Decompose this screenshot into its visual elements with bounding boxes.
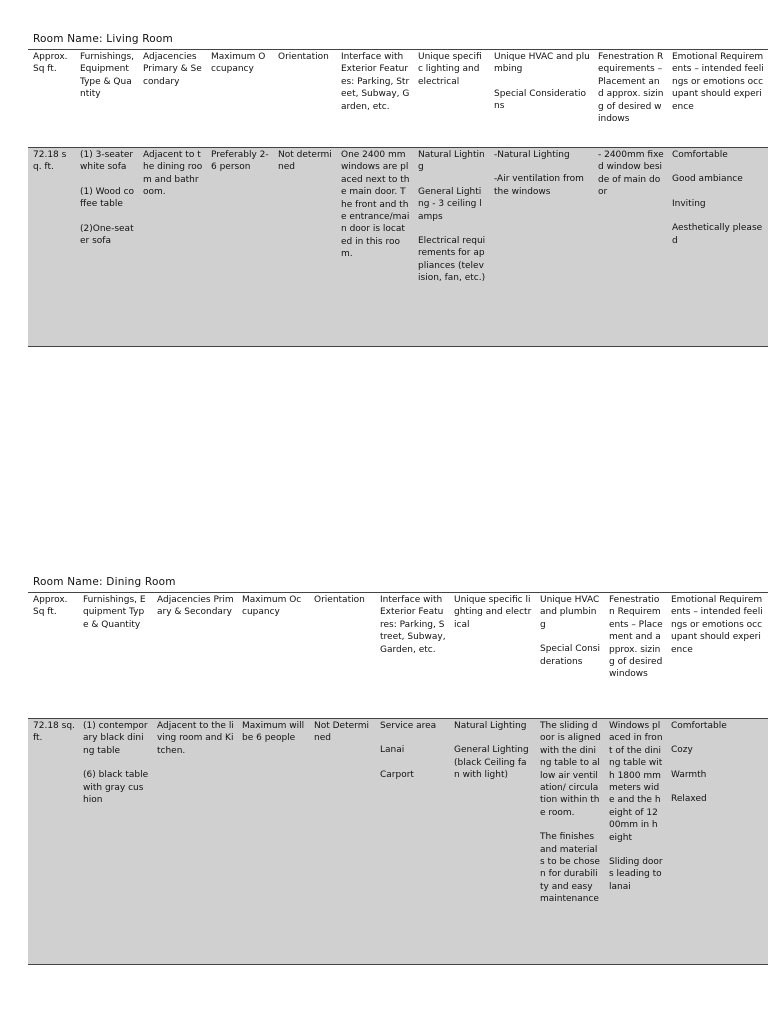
cell-paragraph: Natural Lighting (454, 721, 527, 731)
cell-paragraph: (2)One-seater sofa (80, 223, 134, 247)
paragraph-gap (454, 732, 532, 744)
cell-paragraph: Approx. Sq ft. (33, 52, 68, 75)
table-cell (535, 719, 604, 965)
cell-paragraph: Interface with Exterior Features: Parking, Street, Subway, Garden, etc. (380, 595, 446, 655)
cell-paragraph: Electrical requirements for appliances (television, fan, etc.) (418, 236, 486, 284)
header-row (28, 50, 768, 148)
cell-paragraph: Lanai (380, 745, 405, 756)
cell-paragraph: 72.18 sq. ft. (33, 721, 75, 744)
cell-paragraph: Good ambiance (672, 174, 743, 185)
table-cell (593, 148, 667, 347)
cell-paragraph: (1) Wood coffee table (80, 186, 135, 210)
cell-paragraph: Fenestration Requirements – Placement and approx. sizing of desired windows (609, 595, 663, 680)
table-cell (309, 719, 375, 965)
table-cell (489, 148, 593, 347)
cell-paragraph: Unique specific lighting and electrical (418, 52, 482, 87)
cell-paragraph: The finishes and materials to be chosen for durability and easy maintenance (540, 832, 600, 905)
paragraph-gap (494, 161, 590, 173)
table-cell (237, 719, 309, 965)
header-cell (206, 50, 273, 148)
paragraph-gap (80, 211, 135, 223)
cell-paragraph: -Natural Lighting (494, 150, 570, 160)
cell-paragraph: Comfortable (671, 721, 727, 731)
room-title: Room Name: Dining Room (33, 576, 176, 588)
cell-paragraph: Emotional Requirements – intended feelings or emotions occupant should experience (672, 52, 764, 112)
header-cell (535, 593, 604, 719)
cell-paragraph: Special Considerations (494, 88, 586, 112)
cell-paragraph: (1) 3-seater white sofa (80, 150, 134, 173)
table-cell (28, 719, 78, 965)
header-cell (75, 50, 138, 148)
paragraph-gap (672, 161, 766, 173)
cell-paragraph: - 2400mm fixed window beside of main door (598, 150, 664, 198)
table-row (28, 719, 768, 965)
cell-paragraph: Natural Lighting (418, 150, 485, 173)
paragraph-gap (672, 186, 766, 198)
cell-paragraph: Warmth (671, 769, 707, 780)
header-cell (375, 593, 449, 719)
paragraph-gap (83, 757, 149, 769)
table-cell (273, 148, 336, 347)
header-cell (28, 50, 75, 148)
cell-paragraph: Aesthetically pleased (672, 223, 763, 246)
cell-paragraph: Adjacencies Primary & Secondary (157, 595, 234, 618)
cell-paragraph: Service area (380, 721, 437, 731)
cell-paragraph: (6) black table with gray cushion (83, 770, 149, 806)
table-cell (138, 148, 206, 347)
cell-paragraph: Fenestration Requirements – Placement and approx. sizing of desired windows (598, 52, 664, 125)
cell-paragraph: Orientation (314, 595, 365, 605)
cell-paragraph: Relaxed (671, 794, 707, 805)
header-cell (152, 593, 237, 719)
cell-paragraph: Adjacent to the dining room and bathroom. (143, 150, 203, 198)
table-cell (604, 719, 666, 965)
cell-paragraph: General Lighting - 3 ceiling lamps (418, 186, 482, 222)
paragraph-gap (671, 781, 766, 793)
paragraph-gap (540, 819, 601, 831)
cell-paragraph: Carport (380, 769, 414, 780)
cell-paragraph: Sliding doors leading to lanai (609, 857, 663, 892)
table-cell (449, 719, 535, 965)
cell-paragraph: Emotional Requirements – intended feelings or emotions occupant should experience (671, 595, 763, 655)
cell-paragraph: Cozy (671, 745, 693, 756)
header-cell (667, 50, 768, 148)
cell-paragraph: Maximum Occupancy (211, 52, 266, 75)
cell-paragraph: Windows placed in front of the dining table with 1800 mm meters wide and the height of 1200mm in height (609, 721, 663, 843)
cell-paragraph: Adjacent to the living room and Kitchen. (157, 721, 234, 756)
table-cell (336, 148, 413, 347)
table-cell (375, 719, 449, 965)
cell-paragraph: Preferably 2-6 person (211, 150, 269, 173)
cell-paragraph: General Lighting (black Ceiling fan with light) (454, 745, 529, 781)
header-cell (604, 593, 666, 719)
cell-paragraph: One 2400 mm windows are placed next to the main door. The front and the entrance/main door is located in this room. (341, 150, 410, 260)
cell-paragraph: Maximum Occupancy (242, 595, 302, 618)
cell-paragraph: Unique specific lighting and electrical (454, 595, 532, 630)
cell-paragraph: Special Considerations (540, 644, 600, 667)
paragraph-gap (540, 631, 601, 643)
cell-paragraph: Approx. Sq ft. (33, 595, 68, 618)
table-cell (206, 148, 273, 347)
paragraph-gap (380, 757, 446, 769)
dining-room-table (28, 592, 768, 965)
room-title: Room Name: Living Room (33, 33, 173, 45)
cell-paragraph: Adjacencies Primary & Secondary (143, 52, 202, 87)
cell-paragraph: (1) contemporary black dining table (83, 721, 148, 756)
table-row (28, 148, 768, 347)
header-cell (309, 593, 375, 719)
table-cell (152, 719, 237, 965)
cell-paragraph: Interface with Exterior Features: Parking, Street, Subway, Garden, etc. (341, 52, 410, 112)
table-cell (78, 719, 152, 965)
cell-paragraph: Unique HVAC and plumbing (494, 52, 590, 75)
header-cell (138, 50, 206, 148)
header-cell (593, 50, 667, 148)
cell-paragraph: Maximum will be 6 people (242, 721, 305, 744)
paragraph-gap (494, 76, 590, 88)
living-room-table (28, 49, 768, 347)
dining-room-section (28, 575, 768, 965)
living-room-section (28, 32, 768, 347)
table-cell (667, 148, 768, 347)
header-cell (237, 593, 309, 719)
header-row (28, 593, 768, 719)
paragraph-gap (418, 174, 486, 186)
cell-paragraph: Orientation (278, 52, 329, 62)
cell-paragraph: Furnishings, Equipment Type & Quantity (80, 52, 134, 100)
cell-paragraph: Not determined (278, 150, 332, 173)
header-cell (28, 593, 78, 719)
header-cell (273, 50, 336, 148)
cell-paragraph: The sliding door is aligned with the dining table to allow air ventilation/ circulation within the room. (540, 721, 601, 818)
header-cell (666, 593, 768, 719)
paragraph-gap (609, 844, 663, 856)
header-cell (78, 593, 152, 719)
paragraph-gap (418, 223, 486, 235)
header-cell (449, 593, 535, 719)
cell-paragraph: Inviting (672, 198, 706, 209)
cell-paragraph: Not Determined (314, 721, 369, 744)
paragraph-gap (672, 210, 766, 222)
table-cell (28, 148, 75, 347)
table-cell (75, 148, 138, 347)
table-cell (413, 148, 489, 347)
cell-paragraph: Furnishings, Equipment Type & Quantity (83, 595, 146, 630)
cell-paragraph: Comfortable (672, 150, 728, 160)
header-cell (489, 50, 593, 148)
header-cell (413, 50, 489, 148)
paragraph-gap (671, 732, 766, 744)
paragraph-gap (380, 732, 446, 744)
paragraph-gap (671, 757, 766, 769)
cell-paragraph: Unique HVAC and plumbing (540, 595, 600, 630)
table-cell (666, 719, 768, 965)
paragraph-gap (80, 174, 135, 186)
cell-paragraph: 72.18 sq. ft. (33, 150, 67, 173)
cell-paragraph: -Air ventilation from the windows (494, 174, 584, 197)
header-cell (336, 50, 413, 148)
